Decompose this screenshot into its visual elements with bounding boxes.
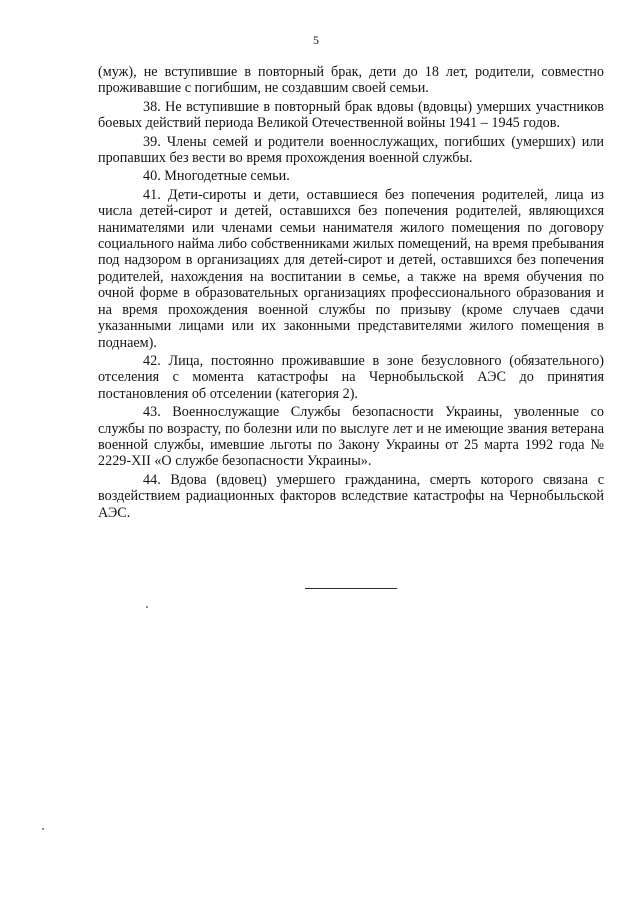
scan-speck — [42, 828, 44, 830]
document-body — [98, 64, 604, 523]
paragraph-item-38: 38. Не вступившие в повторный брак вдовы (вдовцы) умерших участников боевых действий периода Великой Отечественной войны 1941 – 1945 годов. — [98, 98, 604, 132]
paragraph-item-40: 40. Многодетные семьи. — [143, 168, 290, 185]
paragraph-item-44: 44. Вдова (вдовец) умершего гражданина, смерть которого связана с воздействием радиационных факторов вследствие катастрофы на Чернобыльской АЭС. — [98, 471, 604, 521]
paragraph-item-43: 43. Военнослужащие Службы безопасности Украины, уволенные со службы по возрасту, по болезни или по выслуге лет и не имеющие звания ветерана военной службы, имевшие льготы по Закону Украины от 25 марта 1992 года № 2229-XII «О службе безопасности Украины». — [98, 404, 604, 470]
paragraph-continuation: (муж), не вступившие в повторный брак, дети до 18 лет, родители, совместно проживавшие с погибшим, не создавшим своей семьи. — [98, 64, 604, 97]
scan-speck — [146, 606, 148, 608]
page-number: 5 — [313, 33, 319, 47]
end-separator-line — [305, 588, 397, 589]
paragraph-item-42: 42. Лица, постоянно проживавшие в зоне безусловного (обязательного) отселения с момента катастрофы на Чернобыльской АЭС до принятия постановления об отселении (категория 2). — [98, 352, 604, 402]
paragraph-item-39: 39. Члены семей и родители военнослужащих, погибших (умерших) или пропавших без вести во время прохождения военной службы. — [98, 133, 604, 167]
paragraph-item-41: 41. Дети-сироты и дети, оставшиеся без попечения родителей, лица из числа детей-сирот и детей, оставшихся без попечения родителей, являющихся нанимателями или членами семьи нанимателя жилого помещения по договору социального найма либо собственниками жилых помещений, на время пребывания под надзором в организациях для детей-сирот и детей, оставшихся без попечения родителей, нахождения на воспитании в семье, а также на время обучения по очной форме в образовательных организациях профессионального образования и на время прохождения военной службы по призыву (кроме случаев сдачи указанными лицами или их законными представителями жилого помещения в поднаем). — [98, 186, 604, 351]
